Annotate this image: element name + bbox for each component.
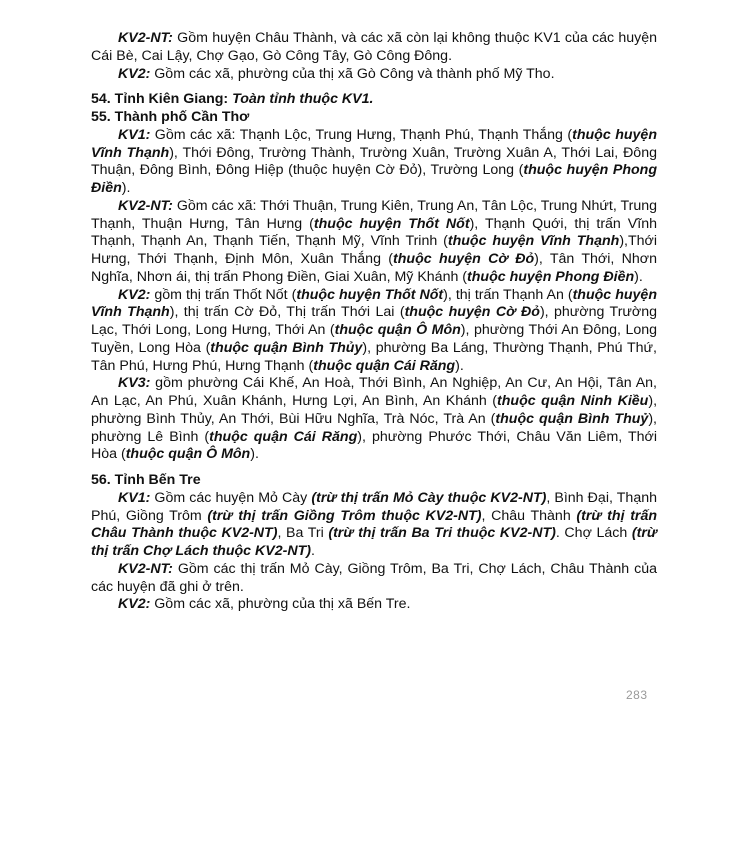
heading-kien-giang	[91, 91, 657, 109]
paragraph-text: Gồm các xã, phường của thị xã Bến Tre.	[150, 596, 411, 613]
area-label: KV2-NT:	[118, 30, 173, 46]
area-label: KV2-NT:	[118, 197, 173, 214]
area-label: KV3:	[118, 375, 151, 392]
heading-emphasis: Toàn tỉnh thuộc KV1.	[232, 91, 374, 108]
paragraph-kv2-can-tho: KV2: gồm thị trấn Thốt Nốt (thuộc huyện Thốt Nốt), thị trấn Thạnh An (thuộc huyện Vĩnh Thạnh), thị trấn Cờ Đỏ, Thị trấn Thới Lai (thuộc huyện Cờ Đỏ), phường Trường Lạc, Thới Long, Long Hưng, Thới An (thuộc quận Ô Môn), phường Thới An Đông, Long Tuyền, Long Hòa (thuộc quận Bình Thủy), phường Ba Láng, Thường Thạnh, Phú Thứ, Tân Phú, Hưng Phú, Hưng Thạnh (thuộc quận Cái Răng).	[91, 286, 658, 374]
page-number: 283	[626, 688, 648, 702]
paragraph-kv2nt-ben-tre	[91, 561, 657, 597]
paragraph-kv1-can-tho: KV1: Gồm các xã: Thạnh Lộc, Trung Hưng, Thạnh Phú, Thạnh Thắng (thuộc huyện Vĩnh Thạnh), Thới Đông, Trường Thành, Trường Xuân, Trường Xuân A, Thới Lai, Đông Thuận, Đông Bình, Đông Hiệp (thuộc huyện Cờ Đỏ), Trường Long (thuộc huyện Phong Điền).	[91, 126, 657, 196]
paragraph-kv2-ben-tre	[91, 596, 657, 614]
paragraph-kv2-tien-giang	[91, 66, 657, 84]
paragraph-text: Gồm các thị trấn Mỏ Cày, Giồng Trôm, Ba Tri, Chợ Lách, Châu Thành của các huyện đã ghi ở trên.	[91, 560, 657, 595]
paragraph-text: Gồm huyện Châu Thành, và các xã còn lại không thuộc KV1 của các huyện Cái Bè, Cai Lậy, Chợ Gạo, Gò Công Tây, Gò Công Đông.	[91, 30, 657, 64]
heading-text: 54. Tỉnh Kiên Giang:	[91, 91, 233, 108]
paragraph-kv1-ben-tre: KV1: Gồm các huyện Mỏ Cày (trừ thị trấn Mỏ Cày thuộc KV2-NT), Bình Đại, Thạnh Phú, Giồng Trôm (trừ thị trấn Giồng Trôm thuộc KV2-NT), Châu Thành (trừ thị trấn Châu Thành thuộc KV2-NT), Ba Tri (trừ thị trấn Ba Tri thuộc KV2-NT). Chợ Lách (trừ thị trấn Chợ Lách thuộc KV2-NT).	[91, 489, 658, 559]
area-label: KV2:	[118, 65, 151, 82]
document-page	[91, 30, 657, 614]
area-label: KV1:	[118, 126, 151, 143]
heading-can-tho: 55. Thành phố Cần Thơ	[91, 109, 250, 125]
area-label: KV2:	[118, 286, 151, 303]
paragraph-text: Gồm các xã, phường của thị xã Gò Công và thành phố Mỹ Tho.	[150, 65, 555, 82]
paragraph-kv2nt-tien-giang	[91, 30, 657, 66]
area-label: KV2-NT:	[118, 560, 173, 577]
paragraph-kv3-can-tho: KV3: gồm phường Cái Khế, An Hoà, Thới Bình, An Nghiệp, An Cư, An Hội, Tân An, An Lạc, An Phú, Xuân Khánh, Hưng Lợi, An Bình, An Khánh (thuộc quận Ninh Kiều), phường Bình Thủy, An Thới, Bùi Hữu Nghĩa, Trà Nóc, Trà An (thuộc quận Bình Thuỷ), phường Lê Bình (thuộc quận Cái Răng), phường Phước Thới, Châu Văn Liêm, Thới Hòa (thuộc quận Ô Môn).	[91, 375, 658, 463]
area-label: KV2:	[118, 596, 151, 613]
area-label: KV1:	[118, 489, 151, 506]
paragraph-kv2nt-can-tho: KV2-NT: Gồm các xã: Thới Thuận, Trung Kiên, Trung An, Tân Lộc, Trung Nhứt, Trung Thạnh, Thuận Hưng, Tân Hưng (thuộc huyện Thốt Nốt), Thạnh Quới, thị trấn Vĩnh Thạnh, Thạnh An, Thạnh Tiến, Thạnh Mỹ, Vĩnh Trinh (thuộc huyện Vĩnh Thạnh),Thới Hưng, Thới Thạnh, Định Môn, Xuân Thắng (thuộc huyện Cờ Đỏ), Tân Thới, Nhơn Nghĩa, Nhơn ái, thị trấn Phong Điền, Giai Xuân, Mỹ Khánh (thuộc huyện Phong Điền).	[91, 197, 658, 285]
heading-ben-tre: 56. Tỉnh Bến Tre	[91, 472, 201, 488]
